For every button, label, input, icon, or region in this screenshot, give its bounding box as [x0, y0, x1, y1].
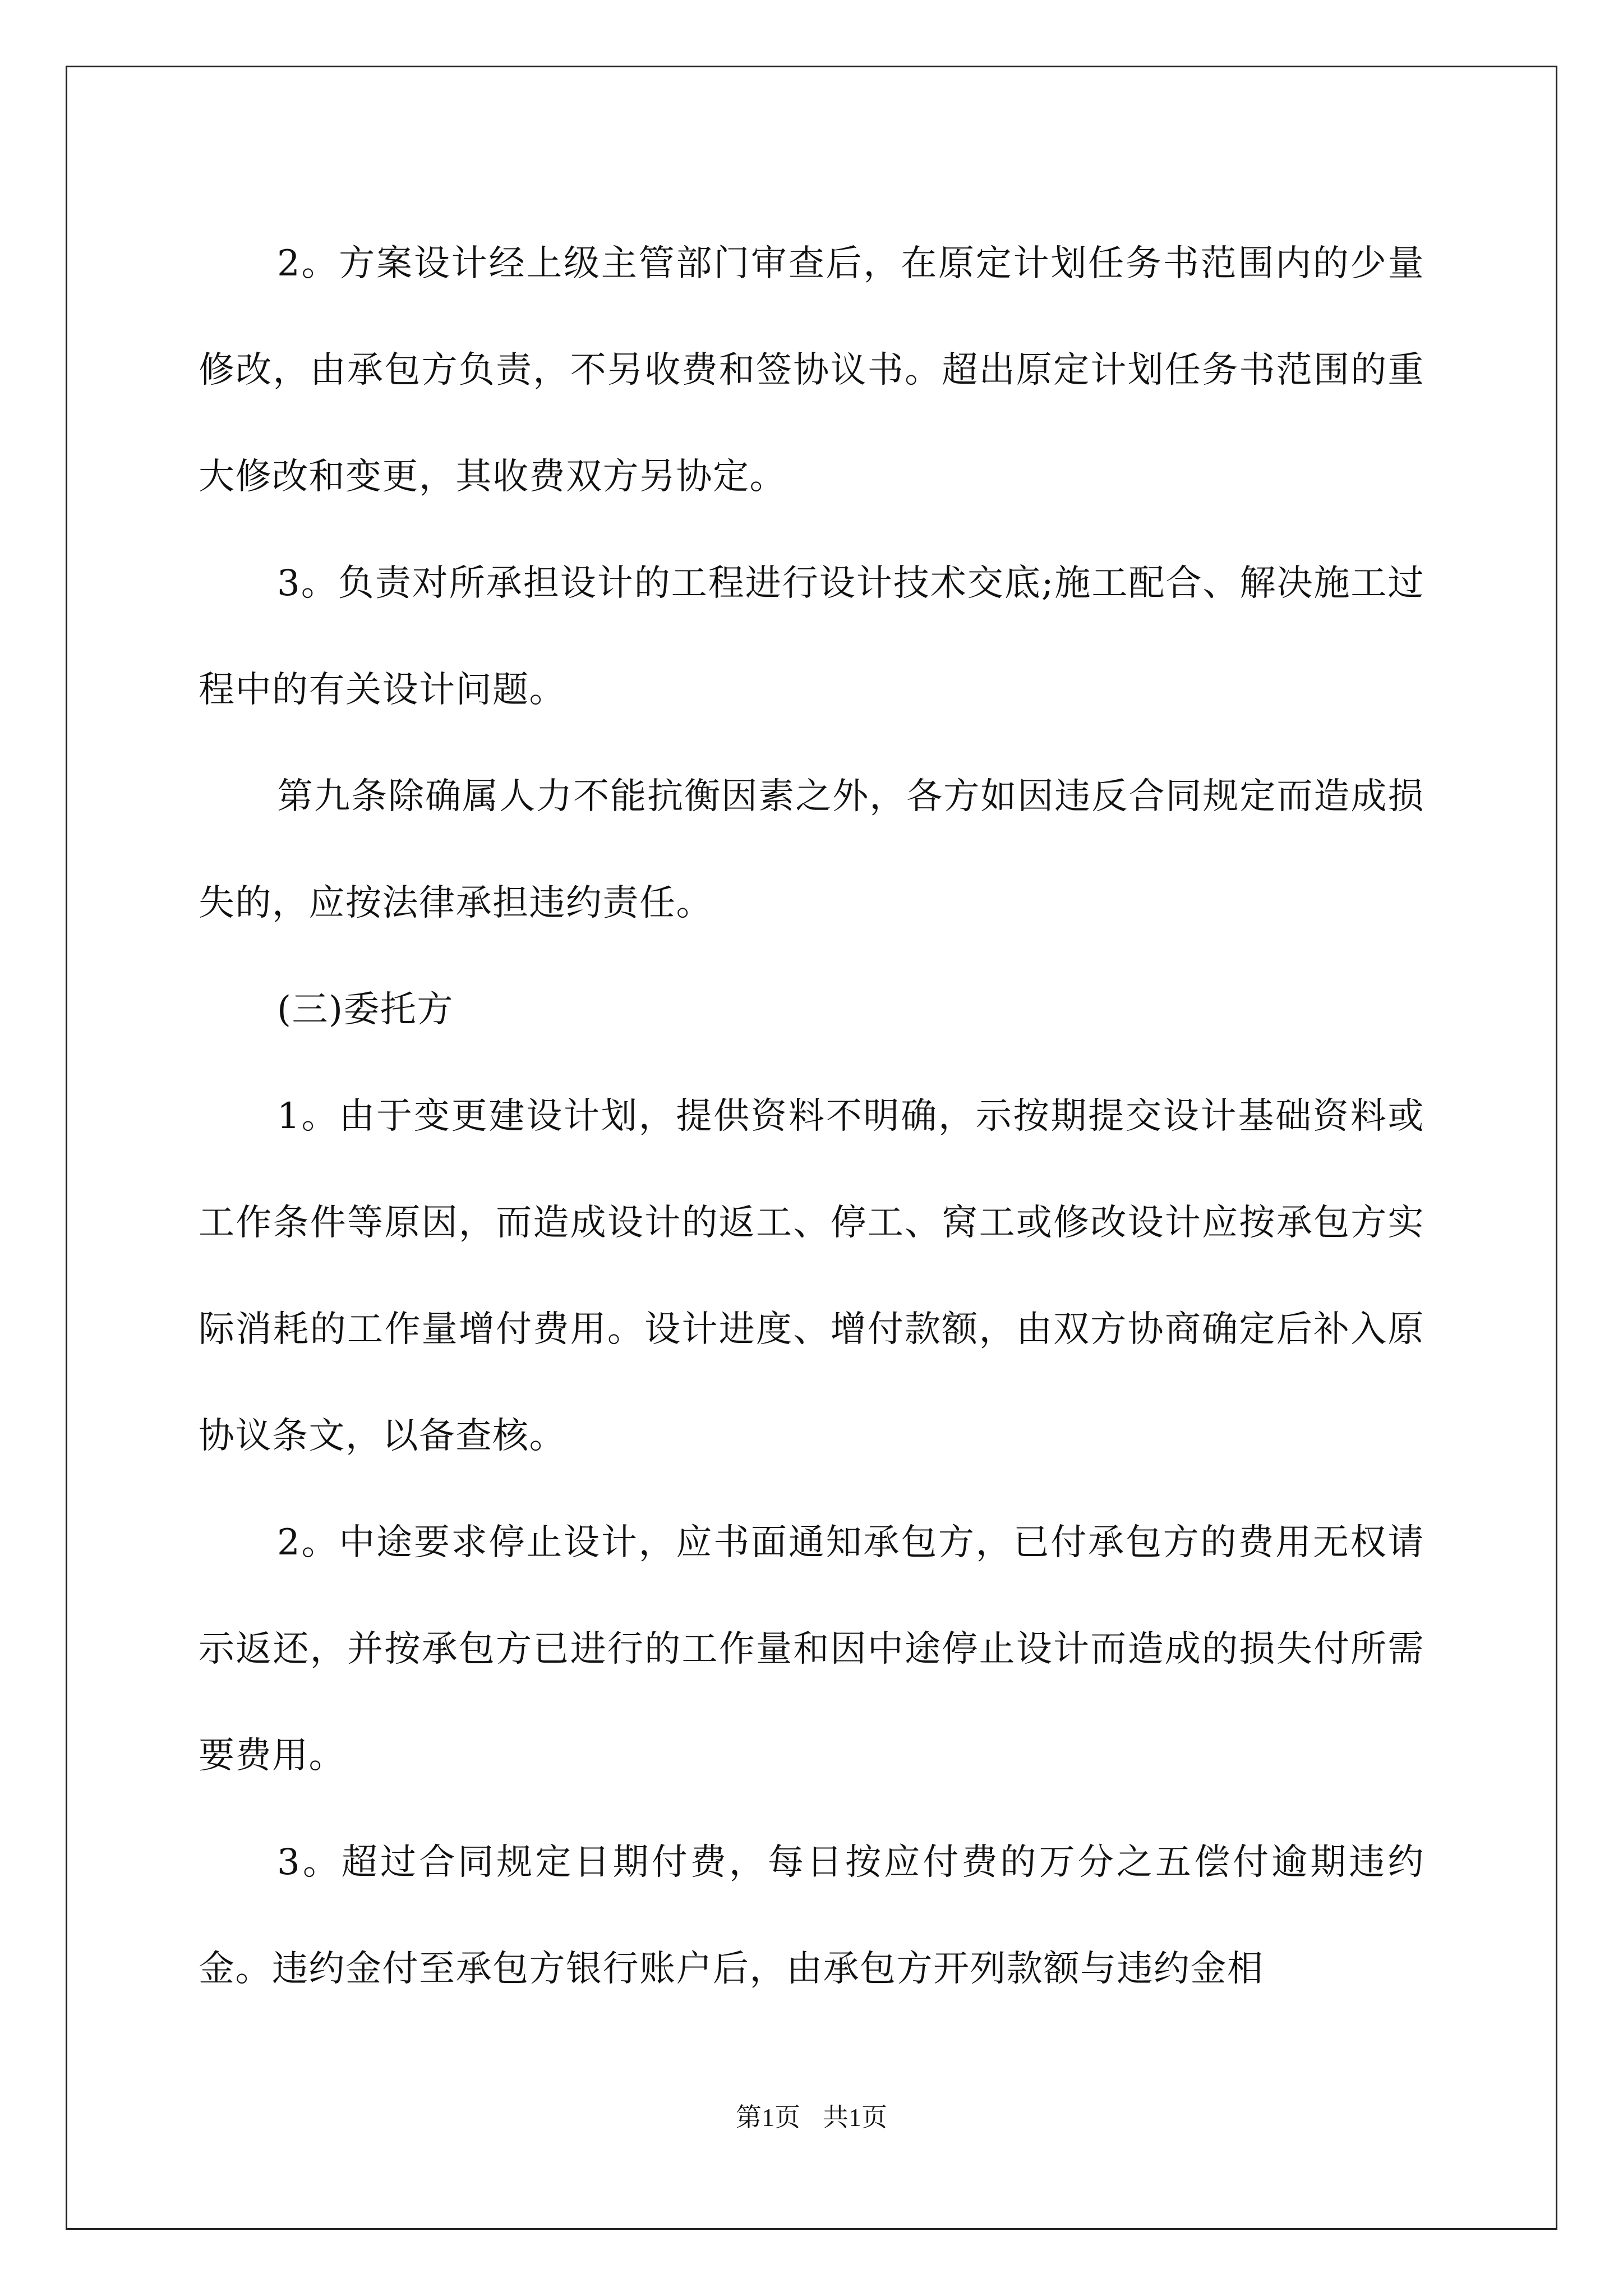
page-footer	[0, 2097, 1623, 2134]
paragraph-plan-changes: 1。由于变更建设计划，提供资料不明确，示按期提交设计基础资料或工作条件等原因，而造成设计的返工、停工、窝工或修改设计应按承包方实际消耗的工作量增付费用。设计进度、增付款额，由双方协商确定后补入原协议条文，以备查核。	[199, 1096, 1424, 1457]
paragraph-design-revisions: 2。方案设计经上级主管部门审查后，在原定计划任务书范围内的少量修改，由承包方负责，不另收费和签协议书。超出原定计划任务书范围的重大修改和变更，其收费双方另协定。	[199, 243, 1424, 498]
page-number: 第1页	[736, 2103, 800, 2132]
paragraph-article-nine: 第九条除确属人力不能抗衡因素之外，各方如因违反合同规定而造成损失的，应按法律承担违约责任。	[199, 776, 1424, 924]
paragraph-technical-briefing: 3。负责对所承担设计的工程进行设计技术交底;施工配合、解决施工过程中的有关设计问题。	[199, 563, 1424, 711]
section-heading-client: (三)委托方	[277, 989, 454, 1030]
paragraph-late-payment: 3。超过合同规定日期付费，每日按应付费的万分之五偿付逾期违约金。违约金付至承包方银行账户后，由承包方开列款额与违约金相	[199, 1842, 1424, 1990]
document-body	[199, 210, 1424, 2022]
paragraph-stop-design: 2。中途要求停止设计，应书面通知承包方，已付承包方的费用无权请示返还，并按承包方已进行的工作量和因中途停止设计而造成的损失付所需要费用。	[199, 1522, 1424, 1777]
page-total: 共1页	[823, 2103, 887, 2132]
